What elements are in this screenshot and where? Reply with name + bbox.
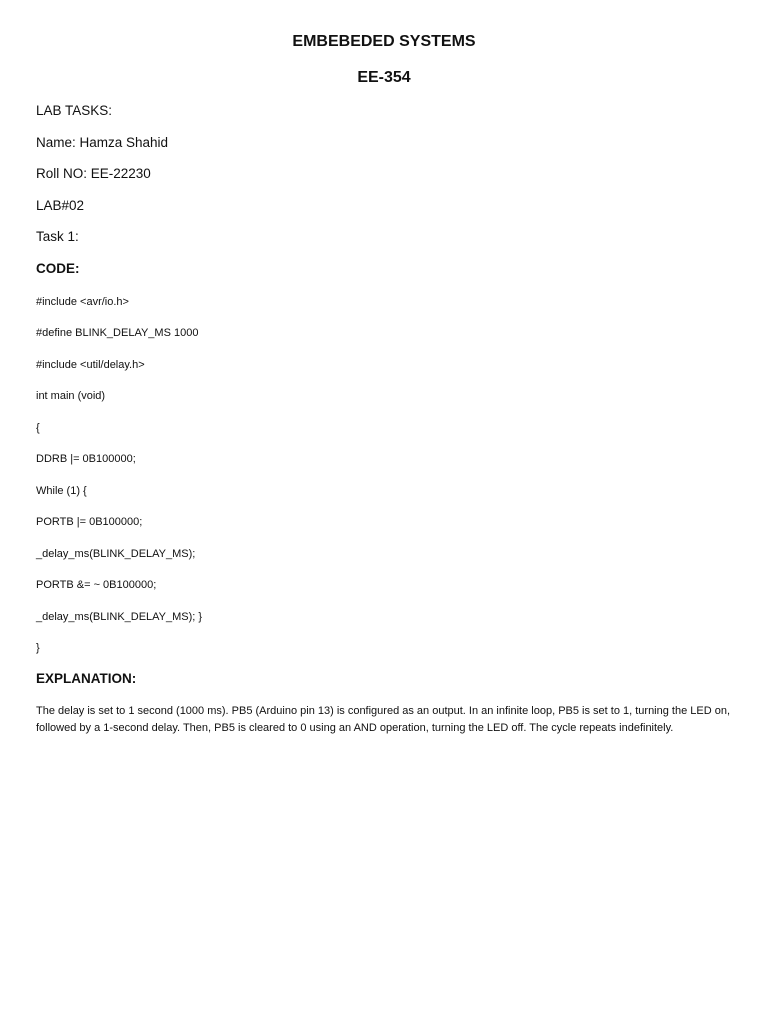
code-heading: CODE:	[36, 261, 80, 276]
lab-number: LAB#02	[36, 198, 85, 213]
code-line: PORTB |= 0B100000;	[36, 516, 143, 528]
roll-number: Roll NO: EE-22230	[36, 166, 151, 181]
task-label: Task 1:	[36, 229, 79, 244]
student-name: Name: Hamza Shahid	[36, 135, 169, 150]
code-line: #include <avr/io.h>	[36, 296, 129, 308]
explanation-text: The delay is set to 1 second (1000 ms). PB5 (Arduino pin 13) is configured as an output. In an infinite loop, PB5 is set to 1, turning the LED on, followed by a 1-second delay. Then, PB5 is cleared to 0 using an AND operation, turning the LED off. The cycle repeats indefinitely.	[36, 705, 731, 734]
code-line: _delay_ms(BLINK_DELAY_MS); }	[36, 611, 203, 623]
code-line: DDRB |= 0B100000;	[36, 453, 136, 465]
code-line: {	[36, 422, 40, 434]
code-line: While (1) {	[36, 485, 87, 497]
code-line: int main (void)	[36, 390, 106, 402]
code-line: #define BLINK_DELAY_MS 1000	[36, 327, 199, 339]
code-line: #include <util/delay.h>	[36, 359, 145, 371]
code-line: }	[36, 642, 40, 654]
course-code: EE-354	[357, 69, 411, 86]
explanation-heading: EXPLANATION:	[36, 671, 137, 686]
code-line: PORTB &= ~ 0B100000;	[36, 579, 157, 591]
lab-tasks-label: LAB TASKS:	[36, 103, 113, 118]
document-title: EMBEBEDED SYSTEMS	[292, 33, 476, 50]
code-line: _delay_ms(BLINK_DELAY_MS);	[36, 548, 196, 560]
